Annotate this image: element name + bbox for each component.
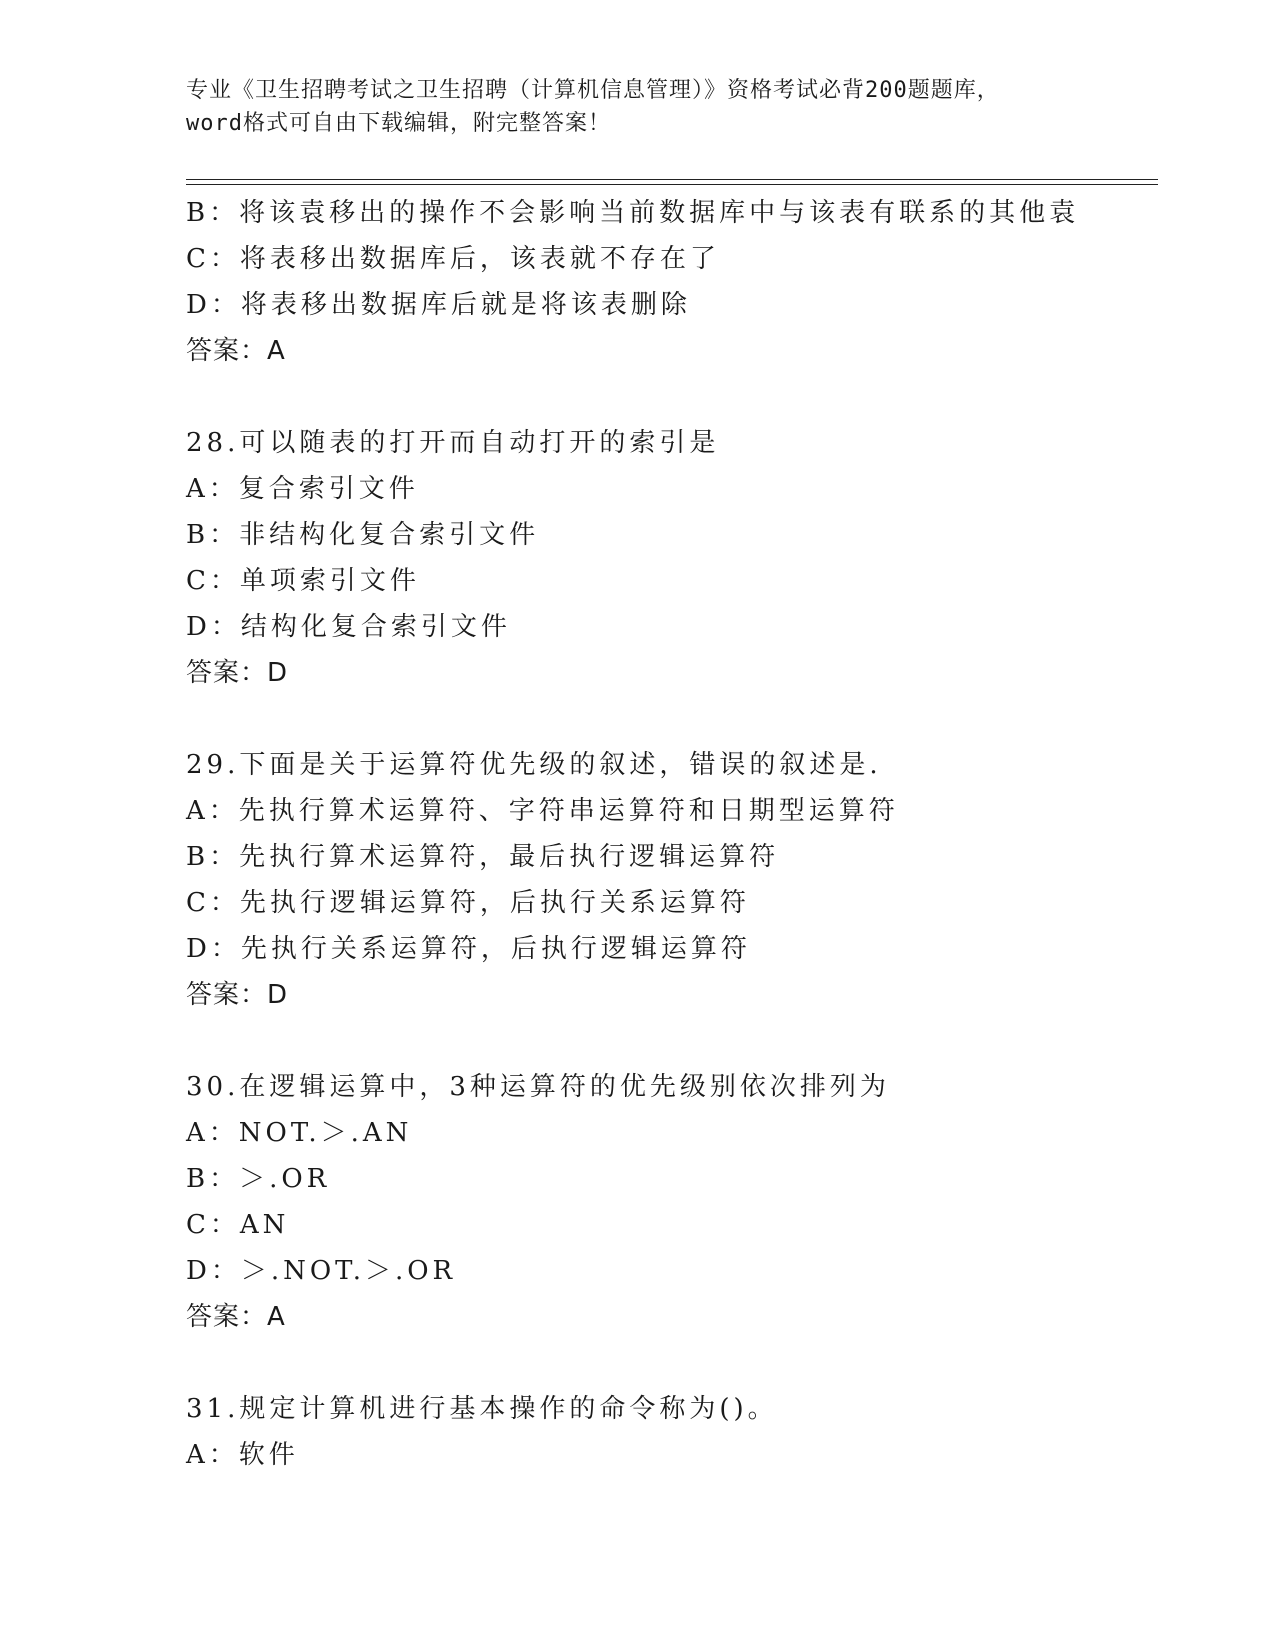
question-text: 30.在逻辑运算中，3种运算符的优先级别依次排列为 (186, 1072, 890, 1102)
spacer (186, 374, 1156, 420)
question-text: 28.可以随表的打开而自动打开的索引是 (186, 428, 720, 458)
question-text: 31.规定计算机进行基本操作的命令称为()。 (186, 1394, 778, 1424)
answer-label: 答案：A (186, 336, 286, 366)
question-list (186, 190, 1156, 1478)
option-a: A：NOT.＞.AN (186, 1118, 413, 1148)
answer-label: 答案：D (186, 980, 289, 1010)
option-b: B：＞.OR (186, 1164, 331, 1194)
option-a: A：复合索引文件 (186, 474, 419, 504)
question-block-28 (186, 420, 1156, 696)
question-block-27 (186, 190, 1156, 374)
answer-label: 答案：D (186, 658, 289, 688)
option-c: C：将表移出数据库后，该表就不存在了 (186, 244, 720, 274)
option-d: D：先执行关系运算符，后执行逻辑运算符 (186, 934, 751, 964)
header-line-2: word格式可自由下载编辑，附完整答案！ (186, 111, 611, 136)
spacer (186, 696, 1156, 742)
header-divider-top (186, 179, 1158, 180)
option-c: C：AN (186, 1210, 290, 1240)
answer-label: 答案：A (186, 1302, 286, 1332)
header-divider-bottom (186, 184, 1158, 185)
header-line-1: 专业《卫生招聘考试之卫生招聘（计算机信息管理）》资格考试必背200题题库， (186, 78, 1000, 103)
option-a: A：先执行算术运算符、字符串运算符和日期型运算符 (186, 796, 899, 826)
question-text: 29.下面是关于运算符优先级的叙述，错误的叙述是. (186, 750, 882, 780)
option-b: B：非结构化复合索引文件 (186, 520, 540, 550)
option-d: D：将表移出数据库后就是将该表删除 (186, 290, 691, 320)
option-b: B：先执行算术运算符，最后执行逻辑运算符 (186, 842, 780, 872)
option-a: A：软件 (186, 1440, 299, 1470)
option-c: C：单项索引文件 (186, 566, 420, 596)
spacer (186, 1018, 1156, 1064)
document-header (186, 74, 1086, 140)
option-d: D：结构化复合索引文件 (186, 612, 511, 642)
option-c: C：先执行逻辑运算符，后执行关系运算符 (186, 888, 750, 918)
option-b: B：将该袁移出的操作不会影响当前数据库中与该表有联系的其他袁 (186, 198, 1080, 228)
option-d: D：＞.NOT.＞.OR (186, 1256, 457, 1286)
spacer (186, 1340, 1156, 1386)
question-block-29 (186, 742, 1156, 1018)
question-block-30 (186, 1064, 1156, 1340)
question-block-31 (186, 1386, 1156, 1478)
